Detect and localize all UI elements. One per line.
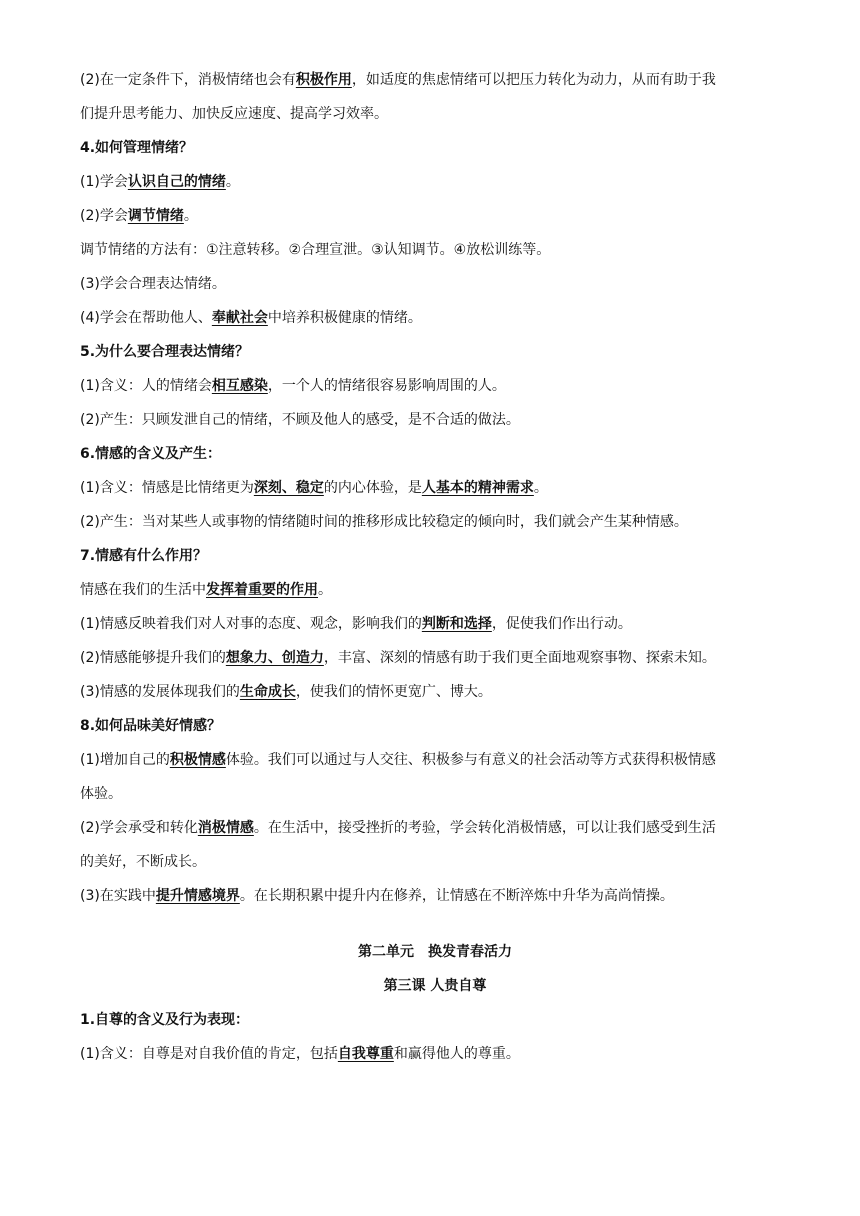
key-term: 积极情感 — [169, 752, 226, 768]
list-item: (3)情感的发展体现我们的生命成长，使我们的情怀更宽广、博大。 — [80, 684, 492, 700]
text-line: (2)在一定条件下，消极情绪也会有积极作用，如适度的焦虑情绪可以把压力转化为动力，从而有助于我 — [80, 72, 716, 88]
list-item: (2)学会承受和转化消极情感。在生活中，接受挫折的考验，学会转化消极情感，可以让我们感受到生活 的美好，不断成长。 — [80, 820, 716, 870]
key-term: 消极情感 — [197, 820, 254, 836]
question-heading-4: 4.如何管理情绪？ — [80, 140, 194, 156]
key-term: 判断和选择 — [421, 616, 492, 632]
list-item: (3)学会合理表达情绪。 — [80, 276, 226, 292]
unit-title: 第二单元 换发青春活力 — [358, 944, 512, 960]
question-heading-8: 8.如何品味美好情感？ — [80, 718, 222, 734]
list-item: (3)在实践中提升情感境界。在长期积累中提升内在修养，让情感在不断淬炼中升华为高尚情操。 — [80, 888, 674, 904]
list-item: (1)增加自己的积极情感体验。我们可以通过与人交往、积极参与有意义的社会活动等方式获得积极情感 体验。 — [80, 752, 716, 802]
key-term: 自我尊重 — [337, 1046, 394, 1062]
section-heading-1: 1.自尊的含义及行为表现： — [80, 1012, 250, 1028]
key-term: 相互感染 — [211, 378, 268, 394]
list-item: (1)情感反映着我们对人对事的态度、观念，影响我们的判断和选择，促使我们作出行动。 — [80, 616, 632, 632]
key-term: 调节情绪 — [127, 208, 184, 224]
key-term: 人基本的精神需求 — [421, 480, 534, 496]
question-heading-7: 7.情感有什么作用？ — [80, 548, 208, 564]
list-item: (2)产生：当对某些人或事物的情绪随时间的推移形成比较稳定的倾向时，我们就会产生某种情感。 — [80, 514, 688, 530]
key-term: 生命成长 — [239, 684, 296, 700]
text-line: 们提升思考能力、加快反应速度、提高学习效率。 — [80, 106, 388, 122]
question-heading-5: 5.为什么要合理表达情绪？ — [80, 344, 250, 360]
list-item: (4)学会在帮助他人、奉献社会中培养积极健康的情绪。 — [80, 310, 422, 326]
key-term: 想象力、创造力 — [225, 650, 324, 666]
list-item: (1)含义：情感是比情绪更为深刻、稳定的内心体验，是人基本的精神需求。 — [80, 480, 548, 496]
key-term: 提升情感境界 — [155, 888, 240, 904]
key-term: 认识自己的情绪 — [127, 174, 226, 190]
paragraph-negative-emotion-positive-role — [80, 70, 790, 124]
intro-text: 情感在我们的生活中发挥着重要的作用。 — [80, 582, 332, 598]
key-term: 奉献社会 — [211, 310, 268, 326]
key-term: 发挥着重要的作用 — [206, 582, 318, 598]
list-item: (1)含义：人的情绪会相互感染，一个人的情绪很容易影响周围的人。 — [80, 378, 506, 394]
key-term: 积极作用 — [295, 72, 352, 88]
list-item: (2)学会调节情绪。 — [80, 208, 198, 224]
lesson-title: 第三课 人贵自尊 — [383, 978, 487, 994]
list-item: (2)情感能够提升我们的想象力、创造力，丰富、深刻的情感有助于我们更全面地观察事物、探索未知。 — [80, 650, 716, 666]
list-item: (1)含义：自尊是对自我价值的肯定，包括自我尊重和赢得他人的尊重。 — [80, 1046, 520, 1062]
list-item: (2)产生：只顾发泄自己的情绪，不顾及他人的感受，是不合适的做法。 — [80, 412, 520, 428]
list-item: (1)学会认识自己的情绪。 — [80, 174, 240, 190]
methods-text: 调节情绪的方法有：①注意转移。②合理宣泄。③认知调节。④放松训练等。 — [80, 242, 551, 258]
key-term: 深刻、稳定 — [253, 480, 324, 496]
question-heading-6: 6.情感的含义及产生： — [80, 446, 222, 462]
